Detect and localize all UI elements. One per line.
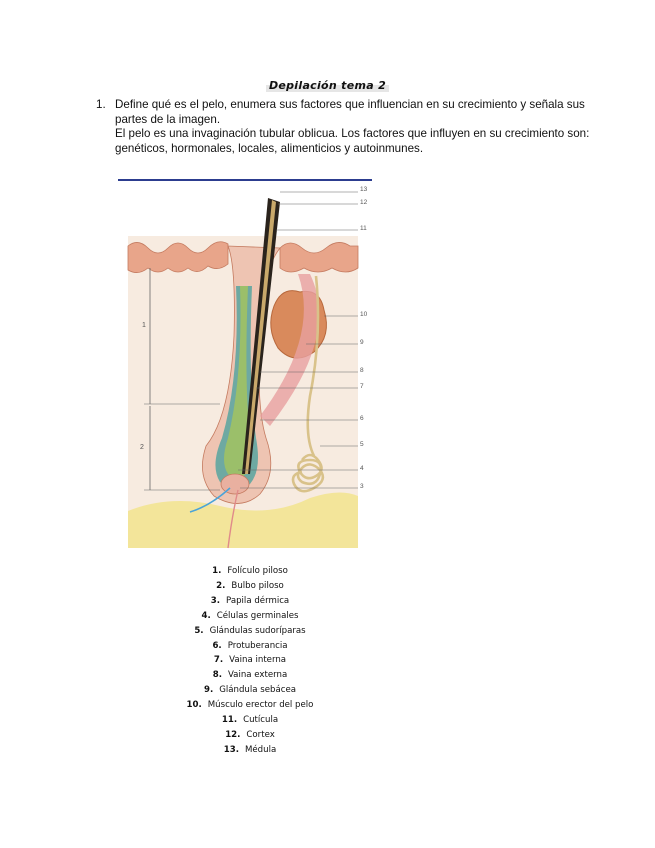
bracket-label-1: 1 [142, 322, 146, 329]
callout-12: 12 [360, 199, 368, 206]
hair-follicle-diagram [110, 176, 378, 554]
legend-item: 5. Glándulas sudoríparas [194, 625, 306, 636]
callout-6: 6 [360, 415, 364, 422]
legend-item: 12. Cortex [225, 729, 275, 740]
legend-item: 1. Folículo piloso [212, 566, 288, 576]
legend-list [150, 564, 350, 758]
callout-13: 13 [360, 186, 368, 193]
callout-4: 4 [360, 465, 364, 472]
callout-9: 9 [360, 339, 364, 346]
callout-10: 10 [360, 311, 368, 318]
epidermis-left [128, 242, 228, 273]
question-number: 1. [96, 98, 106, 111]
legend-item: 6. Protuberancia [212, 640, 288, 651]
legend-item: 11. Cutícula [221, 715, 279, 726]
dermal-papilla [221, 474, 249, 494]
question-answer: El pelo es una invaginación tubular oblicua. Los factores que influyen en su crecimiento son: genéticos, hormonales, locales, alimenticios y autoinmunes. [115, 127, 590, 155]
legend-item: 13. Médula [223, 744, 277, 755]
callout-11: 11 [360, 225, 367, 232]
legend-item: 3. Papila dérmica [210, 595, 290, 606]
document-title: Depilación tema 2 [0, 79, 655, 92]
callout-5: 5 [360, 441, 364, 448]
question-prompt: Define qué es el pelo, enumera sus factores que influencian en su crecimiento y señala sus partes de la imagen. [115, 98, 585, 126]
callout-7: 7 [360, 383, 364, 390]
legend-item: 7. Vaina interna [213, 655, 287, 666]
legend-item: 4. Células germinales [201, 610, 299, 621]
legend-item: 8. Vaina externa [212, 670, 288, 681]
diagram-svg [110, 176, 378, 554]
legend-item: 10. Músculo erector del pelo [186, 700, 314, 711]
callout-8: 8 [360, 367, 364, 374]
legend-item: 2. Bulbo piloso [216, 580, 284, 591]
callout-3: 3 [360, 483, 364, 490]
question-1 [96, 98, 596, 156]
bracket-label-2: 2 [140, 444, 144, 451]
legend-item: 9. Glándula sebácea [203, 685, 297, 696]
